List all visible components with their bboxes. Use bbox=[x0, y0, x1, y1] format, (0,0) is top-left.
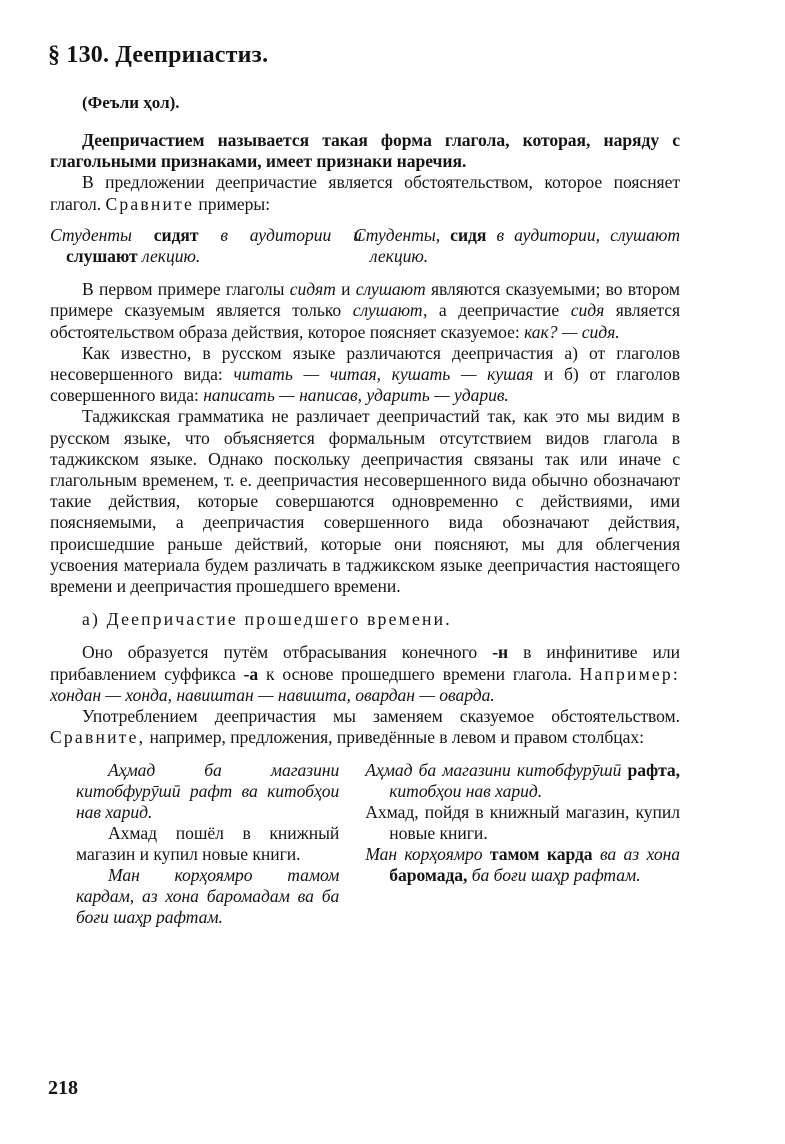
left-example-2: Ахмад пошёл в книжный магазин и купил новые книги. bbox=[76, 823, 340, 865]
intro-end: примеры: bbox=[194, 193, 271, 214]
intro-text: В предложении деепричастие является обстоятельством, которое поясняет глагол. bbox=[50, 172, 680, 214]
right-example-1: Аҳмад ба магазини китобфурӯшӣ рафта, китобҳои нав харид. bbox=[365, 760, 680, 802]
subsection-title: а) Деепричастие прошедшего времени. bbox=[82, 609, 452, 630]
right-example-2: Ахмад, пойдя в книжный магазин, купил новые книги. bbox=[365, 802, 680, 844]
compare-label: Сравните bbox=[105, 193, 195, 214]
paragraph-intro bbox=[50, 172, 680, 214]
paragraph-russian-aspects: Как известно, в русском языке различаются деепричастия а) от глаголов несовершенного вида: читать — читая, кушать — кушая и б) от глаголов совершенного вида: написать — написав, ударить — ударив. bbox=[50, 342, 680, 406]
left-example-3: Ман корҳоямро тамом кардам, аз хона баромадам ва ба боғи шаҳр рафтам. bbox=[76, 865, 340, 928]
right-example-3: Ман корҳоямро тамом карда ва аз хона баромада, ба боғи шаҳр рафтам. bbox=[365, 844, 680, 886]
paragraph-tajik-grammar: Таджикская грамматика не различает деепричастий так, как это мы видим в русском языке, что объясняется формальным отсутствием видов глагола в таджикском языке. Однако поскольку деепричастия связаны так или иначе с глагольным временем, т. е. деепричастия несовершенного вида обычно обозначают такие действия, которые совершаются одновременно с действиями, ими поясняемыми, а деепричастия совершенного вида обозначают действия, происшедшие раньше действий, которые они поясняют, мы для облегчения усвоения материала будем различать в таджикском языке деепричастия настоящего времени и деепричастия прошедшего времени. bbox=[50, 406, 680, 597]
paragraph-usage: Употреблением деепричастия мы заменяем сказуемое обстоятельством. Сравните, например, предложения, приведённые в левом и правом столбцах: bbox=[50, 706, 680, 748]
definition-paragraph: Деепричастием называется такая форма глагола, которая, наряду с глагольными признаками, имеет признаки наречия. bbox=[50, 130, 680, 172]
example-left: Студенты сидят в аудитории и слушают лекцию. bbox=[50, 224, 362, 267]
left-example-1: Аҳмад ба магазини китобфурӯшӣ рафт ва китобҳои нав харид. bbox=[76, 760, 340, 823]
example-right: Студенты, сидя в аудитории, слушают лекцию. bbox=[353, 224, 680, 267]
example-pair bbox=[50, 225, 680, 267]
section-heading: § 130. Дееприıастиɜ. bbox=[48, 42, 269, 68]
page-body bbox=[50, 130, 680, 928]
left-column bbox=[50, 760, 349, 928]
page-number: 218 bbox=[48, 1077, 78, 1099]
section-subheading: (Феъли ҳол). bbox=[82, 93, 180, 112]
paragraph-formation: Оно образуется путём отбрасывания конечного -н в инфинитиве или прибавлением суффикса -а к основе прошедшего времени глагола. Например: хондан — хонда, навиштан — навишта, овардан — оварда. bbox=[50, 642, 680, 705]
comparison-columns bbox=[50, 760, 680, 928]
right-column bbox=[349, 760, 680, 928]
paragraph-first-example: В первом примере глаголы сидят и слушают являются сказуемыми; во втором примере сказуемым является только слушают, а деепричастие сидя является обстоятельством образа действия, которое поясняет сказуемое: как? — сидя. bbox=[50, 279, 680, 342]
